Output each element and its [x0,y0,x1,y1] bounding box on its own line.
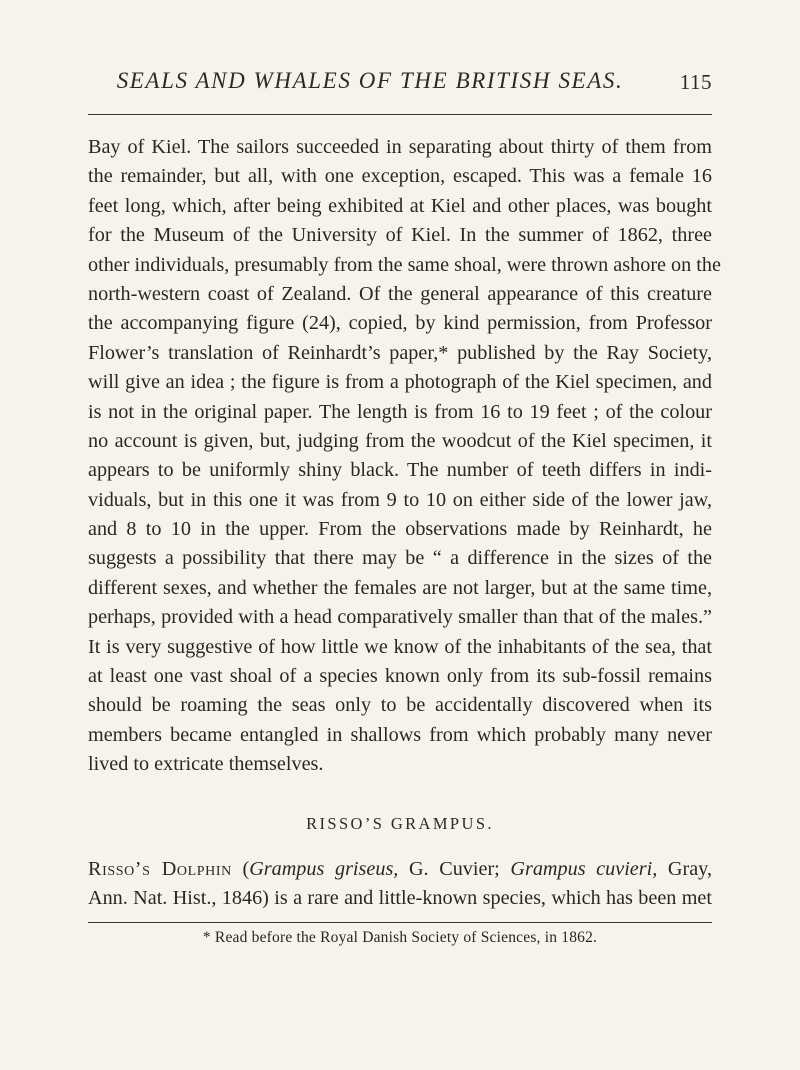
paragraph-line: no account is given, but, judging from the woodcut of the Kiel specimen, it [88,429,712,452]
scientific-name: Grampus cuvieri, [510,858,658,880]
text-run: ( [231,858,250,880]
text-run: Gray, [657,858,712,880]
paragraph-line: viduals, but in this one it was from 9 to 10 on either side of the lower jaw, [88,488,712,511]
paragraph-line: appears to be uniformly shiny black. The number of teeth differs in indi- [88,459,712,482]
species-common-name: Risso’s Dolphin [88,858,232,880]
section-paragraph-line-1 [88,855,712,884]
footnote-rule [88,922,712,923]
paragraph-line: Bay of Kiel. The sailors succeeded in separating about thirty of them from [88,136,712,158]
paragraph-line: It is very suggestive of how little we know of the inhabitants of the sea, that [88,635,712,658]
section-heading: RISSO’S GRAMPUS. [306,814,494,833]
scientific-name: Grampus griseus, [249,858,399,880]
paragraph-line: for the Museum of the University of Kiel. In the summer of 1862, three [88,224,712,247]
paragraph-line: should be roaming the seas only to be accidentally discovered when its [88,694,712,717]
text-run: G. Cuvier; [398,858,511,880]
paragraph-line: north-western coast of Zealand. Of the general appearance of this creature [88,282,712,305]
paragraph-line: the remainder, but all, with one exception, escaped. This was a female 16 [88,165,712,188]
paragraph-line: members became entangled in shallows from which probably many never [88,723,712,746]
page-number: 115 [679,70,712,94]
paragraph-line: lived to extricate themselves. [88,753,324,776]
paragraph-line: is not in the original paper. The length is from 16 to 19 feet ; of the colour [88,400,712,423]
section-paragraph [88,855,712,914]
header-rule [88,114,712,115]
paragraph-line: suggests a possibility that there may be “ a difference in the sizes of the [88,547,712,570]
paragraph-line: other individuals, presumably from the same shoal, were thrown ashore on the [88,253,721,276]
paragraph-line: Flower’s translation of Reinhardt’s paper,* published by the Ray Society, [88,341,712,364]
paragraph-line: at least one vast shoal of a species known only from its sub-fossil remains [88,665,712,688]
running-title: SEALS AND WHALES OF THE BRITISH SEAS. [116,68,624,93]
paragraph-line: will give an idea ; the figure is from a photograph of the Kiel specimen, and [88,371,712,394]
running-header [88,68,712,98]
paragraph-line: perhaps, provided with a head comparatively smaller than that of the males.” [88,606,712,629]
paragraph-line: and 8 to 10 in the upper. From the observations made by Reinhardt, he [88,518,712,541]
section-paragraph-line-2: Ann. Nat. Hist., 1846) is a rare and little-known species, which has been met [88,887,712,910]
footnote: * Read before the Royal Danish Society of Sciences, in 1862. [202,929,598,946]
paragraph-line: the accompanying figure (24), copied, by kind permission, from Professor [88,312,712,335]
paragraph-line: different sexes, and whether the females are not larger, but at the same time, [88,576,712,599]
paragraph-line: feet long, which, after being exhibited at Kiel and other places, was bought [88,194,712,217]
main-paragraph [88,133,721,780]
